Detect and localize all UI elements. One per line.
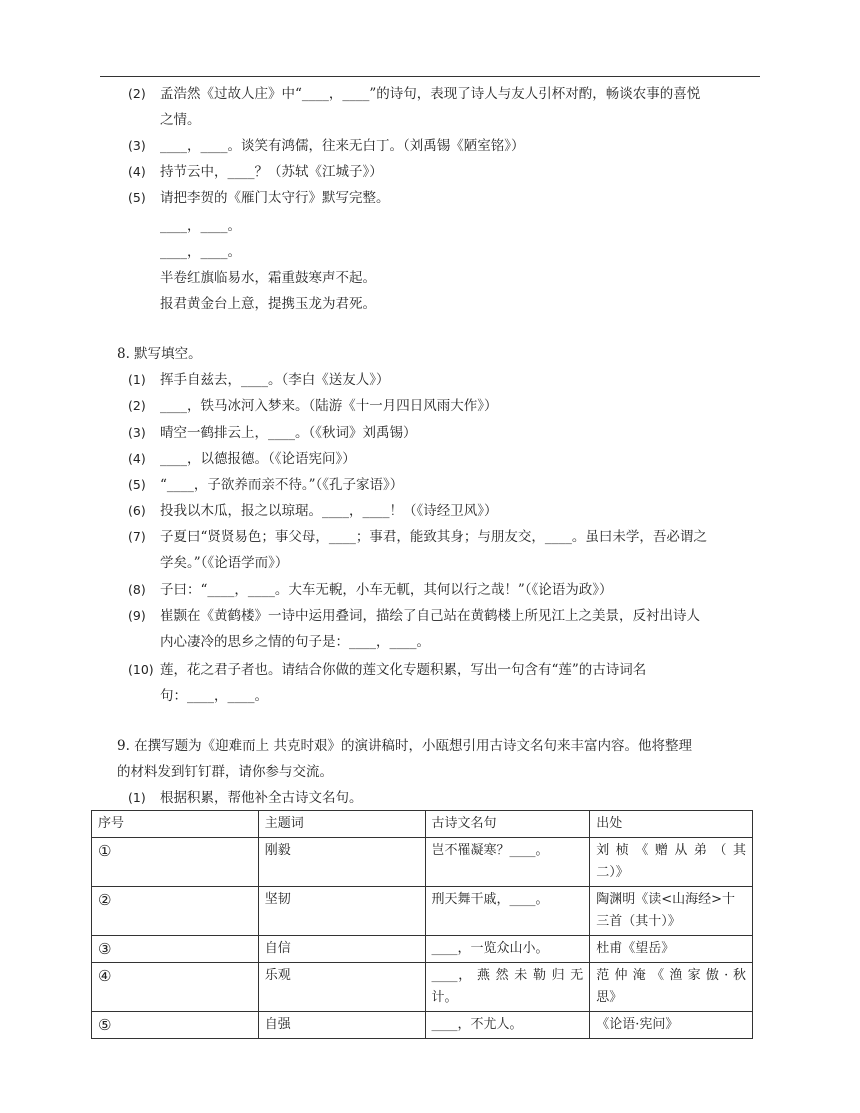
table-cell: ____，一览众山小。	[425, 936, 590, 963]
q8-title: 8. 默写填空。	[117, 346, 202, 362]
item-number: (3)	[128, 138, 146, 153]
q9-title: 9. 在撰写题为《迎难而上 共克时艰》的演讲稿时，小瓯想引用古诗文名句来丰富内容。他将整理 的材料发到钉钉群，请你参与交流。	[117, 738, 692, 780]
poem-line: ____，____。	[160, 244, 241, 260]
item-text: 请把李贺的《雁门太守行》默写完整。	[160, 190, 390, 206]
item-number: (4)	[128, 451, 146, 466]
item-number: (2)	[128, 86, 146, 101]
table-cell: ⑤	[92, 1012, 259, 1039]
item-number: (9)	[128, 608, 146, 623]
item-text: 持节云中，____？（苏轼《江城子》）	[160, 164, 383, 180]
item-text: 崔颢在《黄鹤楼》一诗中运用叠词，描绘了自己站在黄鹤楼上所见江上之美景，反衬出诗人 内心凄冷的思乡之情的句子是：____，____。	[160, 608, 700, 650]
table-cell: 杜甫《望岳》	[590, 936, 753, 963]
item-text: “____，子欲养而亲不待。”（《孔子家语》）	[160, 477, 404, 493]
table-cell: 乐观	[258, 963, 425, 1012]
item-text: 子曰：“____，____。大车无輗，小车无軏，其何以行之哉！”（《论语为政》）	[160, 582, 613, 598]
item-text: 晴空一鹤排云上，____。（《秋词》刘禹锡）	[160, 425, 417, 441]
table-header: 出处	[590, 811, 753, 838]
item-number: (2)	[128, 398, 146, 413]
q8-item	[128, 393, 760, 419]
q8-item	[128, 472, 760, 498]
q8-item	[128, 420, 760, 446]
item-number: (5)	[128, 477, 146, 492]
item-number: (4)	[128, 164, 146, 179]
table-header: 序号	[92, 811, 259, 838]
q8-item	[128, 657, 760, 709]
table-cell: 岂不罹凝寒？____。	[425, 838, 590, 887]
item-text: ____，铁马冰河入梦来。（陆游《十一月四日风雨大作》）	[160, 398, 498, 414]
item-number: (1)	[128, 790, 146, 805]
item-number: (3)	[128, 425, 146, 440]
table-cell: 刘 桢 《 赠 从 弟 （ 其 二）》	[590, 838, 753, 887]
poem-line: 半卷红旗临易水，霜重鼓寒声不起。	[160, 270, 376, 286]
table-cell: 刑天舞干戚，____。	[425, 887, 590, 936]
item-text: ____，以德报德。（《论语宪问》）	[160, 451, 356, 467]
poem-line: 报君黄金台上意，提携玉龙为君死。	[160, 296, 376, 312]
q7-item-4	[128, 159, 760, 185]
item-number: (1)	[128, 372, 146, 387]
table-row	[92, 936, 753, 963]
item-number: (8)	[128, 582, 146, 597]
quote-table	[91, 810, 753, 1039]
table-row	[92, 963, 753, 1012]
item-text: 投我以木瓜，报之以琼琚。____，____！（《诗经卫风》）	[160, 503, 498, 519]
table-cell: 范 仲 淹 《 渔 家 傲 · 秋 思》	[590, 963, 753, 1012]
table-header: 古诗文名句	[425, 811, 590, 838]
q8-item	[128, 498, 760, 524]
q7-item-3	[128, 133, 760, 159]
q8-item	[128, 603, 760, 655]
q8-item	[128, 367, 760, 393]
q8-item	[128, 446, 760, 472]
header-rule	[100, 76, 760, 77]
q8-item	[128, 524, 760, 576]
item-number: (7)	[128, 529, 146, 544]
table-cell: ④	[92, 963, 259, 1012]
table-cell: 自信	[258, 936, 425, 963]
table-cell: 陶渊明《读<山海经>十三首（其十）》	[590, 887, 753, 936]
table-cell: ②	[92, 887, 259, 936]
table-row	[92, 1012, 753, 1039]
item-text: ____，____。谈笑有鸿儒，往来无白丁。（刘禹锡《陋室铭》）	[160, 138, 525, 154]
item-text: 子夏曰“贤贤易色；事父母，____；事君，能致其身；与朋友交，____。虽曰未学，吾必谓之 学矣。”（《论语学而》）	[160, 529, 707, 571]
poem-line: ____，____。	[160, 218, 241, 234]
table-cell: ____，不尤人。	[425, 1012, 590, 1039]
q8-item	[128, 577, 760, 603]
item-text: 根据积累，帮他补全古诗文名句。	[160, 790, 363, 806]
table-header: 主题词	[258, 811, 425, 838]
table-cell: 坚韧	[258, 887, 425, 936]
q9-sub-1	[128, 785, 760, 811]
table-cell: 《论语·宪问》	[590, 1012, 753, 1039]
table-cell: 刚毅	[258, 838, 425, 887]
item-number: (5)	[128, 190, 146, 205]
item-text: 挥手自兹去，____。（李白《送友人》）	[160, 372, 390, 388]
table-cell: ____， 燕 然 未 勒 归 无 计。	[425, 963, 590, 1012]
table-cell: ③	[92, 936, 259, 963]
table-row	[92, 838, 753, 887]
q7-item-5	[128, 185, 760, 211]
item-text: 莲，花之君子者也。请结合你做的莲文化专题积累，写出一句含有“莲”的古诗词名 句：____，____。	[160, 662, 647, 704]
item-number: (10)	[128, 662, 154, 677]
item-number: (6)	[128, 503, 146, 518]
table-header-row	[92, 811, 753, 838]
table-cell: ①	[92, 838, 259, 887]
table-row	[92, 887, 753, 936]
q7-item-2	[128, 81, 760, 133]
item-text: 孟浩然《过故人庄》中“____，____”的诗句，表现了诗人与友人引杯对酌，畅谈农事的喜悦 之情。	[160, 86, 701, 128]
table-cell: 自强	[258, 1012, 425, 1039]
